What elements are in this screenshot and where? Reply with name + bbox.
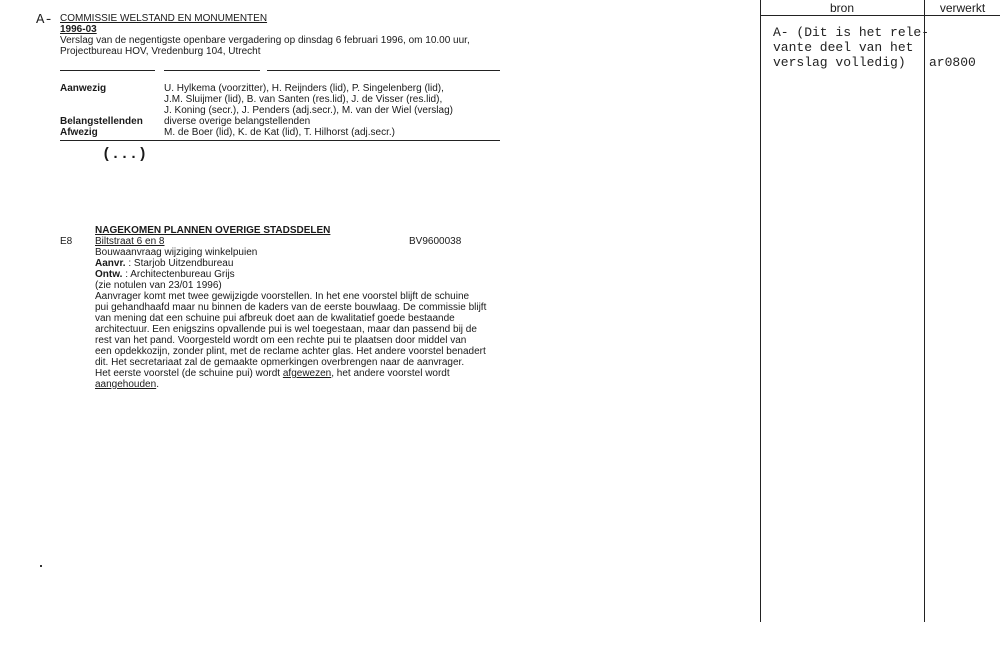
- aanwezig-label: Aanwezig: [60, 83, 107, 94]
- header-rule-1: [60, 70, 155, 71]
- decision-line: [95, 368, 486, 379]
- attendance-rule: [60, 140, 500, 141]
- body-line: architectuur. Een enigszins opvallende pui is wel toegestaan, maar dan passend bij de: [95, 324, 477, 335]
- aanvr-value: : Starjob Uitzendbureau: [128, 258, 234, 269]
- body-line: pui gehandhaafd maar nu binnen de kaders van de eerste bouwlaag. De commissie blijft: [95, 302, 487, 313]
- body-line: Aanvrager komt met twee gewijzigde voorstellen. In het ene voorstel blijft de schuine: [95, 291, 470, 302]
- meeting-number: 1996-03: [60, 24, 97, 35]
- bron-note-line-3: verslag volledig): [773, 55, 906, 70]
- bron-note-line-1: A- (Dit is het rele-: [773, 25, 930, 40]
- aanwezig-line-3: J. Koning (secr.), J. Penders (adj.secr.), M. van der Wiel (verslag): [164, 105, 453, 116]
- file-number: BV9600038: [409, 236, 462, 247]
- bron-note-line-2: vante deel van het: [773, 40, 914, 55]
- decision-postponed: aangehouden: [95, 379, 157, 390]
- sidebar-column-divider: [924, 0, 925, 622]
- designer-line: [95, 269, 235, 280]
- afwezig-value: M. de Boer (lid), K. de Kat (lid), T. Hilhorst (adj.secr.): [164, 127, 396, 138]
- body-line: een opdekkozijn, zonder plint, met de reclame achter glas. Het andere voorstel benadert: [95, 346, 486, 357]
- document-title: COMMISSIE WELSTAND EN MONUMENTEN: [60, 13, 268, 24]
- body-line: dit. Het secretariaat zal de gemaakte opmerkingen overbrengen naar de aanvrager.: [95, 357, 465, 368]
- sidebar-left-border: [760, 0, 761, 622]
- decision-text: [95, 291, 486, 390]
- item-address: Biltstraat 6 en 8: [95, 236, 165, 247]
- notes-reference: (zie notulen van 23/01 1996): [95, 280, 222, 291]
- decision-pre: Het eerste voorstel (de schuine pui) wordt: [95, 368, 283, 379]
- decision-post: , het andere voorstel wordt: [331, 368, 450, 379]
- meeting-description: Verslag van de negentigste openbare vergadering op dinsdag 6 februari 1996, om 10.00 uur,: [60, 35, 470, 46]
- afwezig-label: Afwezig: [60, 127, 98, 138]
- sidebar-header-rule: [760, 15, 1000, 16]
- request-type: Bouwaanvraag wijziging winkelpuien: [95, 247, 258, 258]
- belangstellenden-label: Belangstellenden: [60, 116, 143, 127]
- decision-end-line: [95, 379, 486, 390]
- header-rule-3: [267, 70, 500, 71]
- applicant-line: [95, 258, 233, 269]
- decision-rejected: afgewezen: [282, 368, 332, 379]
- omission-marker: (...): [102, 146, 148, 163]
- meeting-location: Projectbureau HOV, Vredenburg 104, Utrecht: [60, 46, 261, 57]
- body-line: van mening dat een schuine pui afbreuk doet aan de kwalitatief goede bestaande: [95, 313, 455, 324]
- scan-speck: [40, 565, 42, 567]
- section-heading: NAGEKOMEN PLANNEN OVERIGE STADSDELEN: [95, 225, 331, 236]
- belangstellenden-value: diverse overige belangstellenden: [164, 116, 311, 127]
- ontw-value: : Architectenbureau Grijs: [125, 269, 235, 280]
- aanvr-label: Aanvr.: [95, 258, 126, 269]
- decision-end: .: [156, 379, 159, 390]
- bron-header: bron: [829, 1, 855, 15]
- verwerkt-header: verwerkt: [939, 1, 986, 15]
- item-code: E8: [60, 236, 73, 247]
- aanwezig-line-2: J.M. Sluijmer (lid), B. van Santen (res.lid), J. de Visser (res.lid),: [164, 94, 443, 105]
- ontw-label: Ontw.: [95, 269, 123, 280]
- header-rule-2: [164, 70, 260, 71]
- margin-mark: A-: [36, 12, 53, 28]
- aanwezig-line-1: U. Hylkema (voorzitter), H. Reijnders (lid), P. Singelenberg (lid),: [164, 83, 444, 94]
- verwerkt-value: ar0800: [929, 55, 976, 70]
- body-line: rest van het pand. Voorgesteld wordt om een rechte pui te plaatsen door middel van: [95, 335, 467, 346]
